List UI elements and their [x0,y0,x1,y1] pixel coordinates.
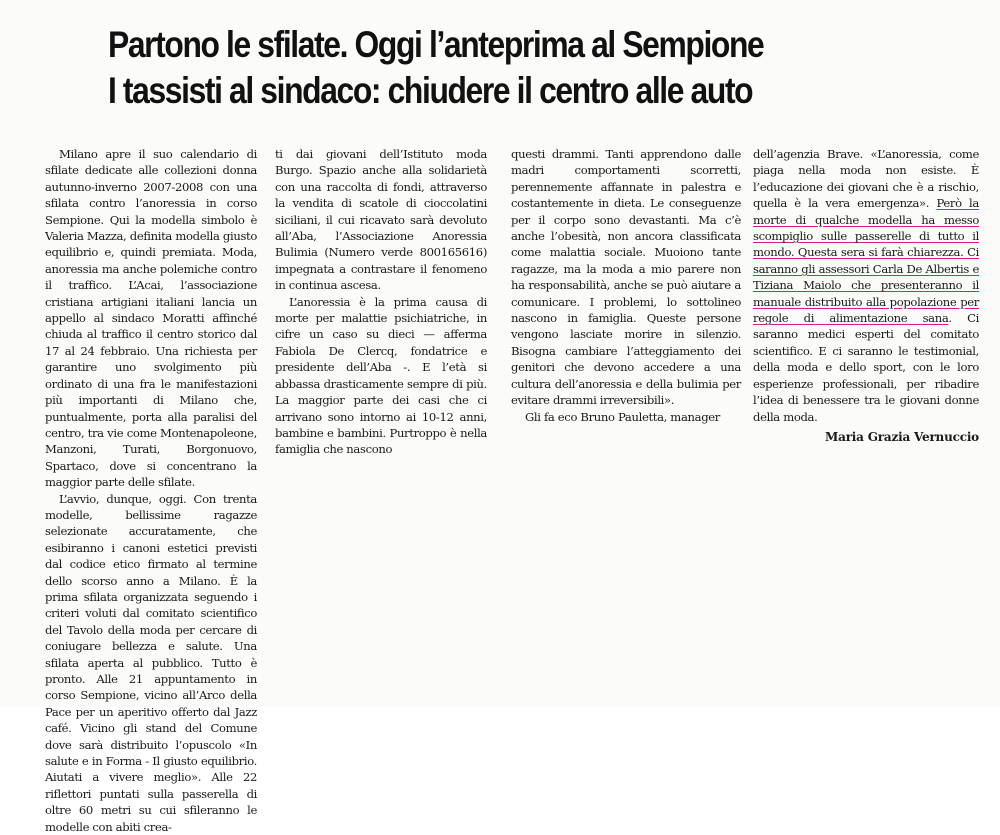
headline-line-1: Partono le sfilate. Oggi l’anteprima al Sempione [108,24,764,65]
author-byline: Maria Grazia Vernuccio [825,429,979,444]
article-column-1 [45,146,257,835]
article-column-2 [275,146,487,458]
headline [108,22,796,114]
text-span: . Ci saranno medici esperti del comitato scientifico. E ci saranno le testimonial, della moda e dello sport, con le loro esperienze professionali, per ribadire l’idea di benessere tra le giovani donne della moda. [753,311,979,424]
paragraph: questi drammi. Tanti apprendono dalle madri comportamenti scorretti, perennemente affannate in palestra e costantemente in dieta. Le conseguenze per il corpo sono devastanti. Ma c’è anche l’obesità, non ancora classificata come malattia sociale. Muoiono tante ragazze, ma la moda a mio parere non ha responsabilità, anche se può aiutare a comunicare. I problemi, lo sottolineo nascono in famiglia. Queste persone vengono lasciate morire in silenzio. Bisogna cambiare l’atteggiamento dei genitori che devono accedere a una cultura dell’anoressia e della bulimia per evitare drammi irreversibili». [511,147,741,408]
paragraph: Milano apre il suo calendario di sfilate dedicate alle collezioni donna autunno-inverno 2007-2008 con una sfilata contro l’anoressia in corso Sempione. Qui la modella simbolo è Valeria Mazza, definita modella giusto equilibrio e, quindi premiata. Moda, anoressia ma anche polemiche contro il traffico. L’Acai, l’associazione cristiana artigiani italiani lancia un appello al sindaco Moratti affinché chiuda al traffico il centro storico dal 17 al 24 febbraio. Una richiesta per garantire uno svolgimento più ordinato di una fra le manifestazioni più importanti di Milano che, puntualmente, porta alla paralisi del centro, tra vie come Montenapoleone, Manzoni, Turati, Borgonuovo, Spartaco, dove si concentrano la maggior parte delle sfilate. [45,147,257,490]
paragraph: L’anoressia è la prima causa di morte per malattie psichiatriche, in cifre un caso su dieci — afferma Fabiola De Clercq, fondatrice e presidente dell’Aba -. E l’età si abbassa drasticamente sempre di più. La maggior parte dei casi che ci arrivano sono intorno ai 10-12 anni, bambine e bambini. Purtroppo è nella famiglia che nascono [275,294,487,457]
paragraph: ti dai giovani dell’Istituto moda Burgo. Spazio anche alla solidarietà con una raccolta di fondi, attraverso la vendita di scatole di cioccolatini siciliani, il cui ricavato sarà devoluto all’Aba, l’Associazione Anoressia Bulimia (Numero verde 800165616) impegnata a contrastare il fenomeno in continua ascesa. [275,147,487,293]
headline-line-2: I tassisti al sindaco: chiudere il centro alle auto [108,70,753,111]
paragraph: L’avvio, dunque, oggi. Con trenta modelle, bellissime ragazze selezionate accuratamente, che esibiranno i canoni estetici previsti dal codice etico firmato al termine dello scorso anno a Milano. È la prima sfilata organizzata seguendo i criteri voluti dal comitato scientifico del Tavolo della moda per cercare di coniugare bellezza e salute. Una sfilata aperta al pubblico. Tutto è pronto. Alle 21 appuntamento in corso Sempione, vicino all’Arco della Pace per un aperitivo offerto dal Jazz café. Vicino gli stand del Comune dove sarà distribuito l’opuscolo «In salute e in Forma - Il giusto equilibrio. Aiutati a vivere meglio». Alle 22 riflettori puntati sulla passerella di oltre 60 metri su cui sfileranno le modelle con abiti crea- [45,491,257,834]
article-column-3 [511,146,741,425]
text-span: dell’agenzia Brave. «L’anoressia, come piaga nella moda non esiste. È l’educazione dei giovani che è a rischio, quella è la vera emergenza». [753,147,979,211]
paragraph [753,146,979,425]
paragraph: Gli fa eco Bruno Pauletta, manager [525,409,720,424]
highlighted-passage: Però la morte di qualche modella ha messo scompiglio sulle passerelle di tutto il mondo. Questa sera si farà chiarezza. Ci saranno gli assessori Carla De Albertis e Tiziana Maiolo che presenteranno il manuale distribuito alla popolazione per regole di alimentazione sana [753,196,979,326]
article-column-4 [753,146,979,445]
